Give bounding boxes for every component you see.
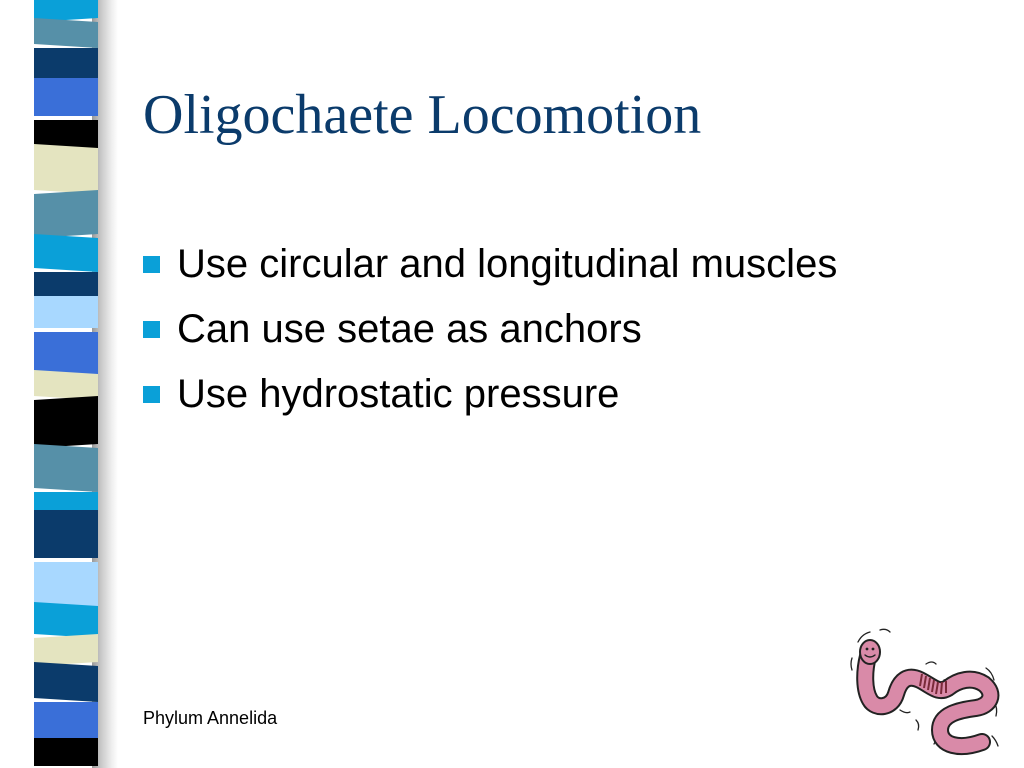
stripe-segment — [34, 48, 98, 82]
square-bullet-icon — [143, 386, 160, 403]
stripe-segment — [34, 602, 98, 638]
stripe-segment — [34, 234, 98, 272]
bullet-text: Can use setae as anchors — [177, 307, 642, 351]
stripe-bar — [34, 0, 98, 768]
stripe-segment — [34, 78, 98, 116]
stripe-segment — [34, 120, 98, 148]
bullet-item — [143, 232, 837, 297]
bullet-list — [143, 232, 837, 427]
stripe-segment — [34, 190, 98, 238]
stripe-segment — [34, 18, 98, 48]
bullet-text: Use circular and longitudinal muscles — [177, 242, 838, 286]
bullet-item — [143, 297, 837, 362]
stripe-segment — [34, 738, 98, 766]
stripe-segment — [34, 702, 98, 742]
stripe-segment — [34, 370, 98, 400]
square-bullet-icon — [143, 321, 160, 338]
bullet-item — [143, 362, 837, 427]
stripe-segment — [34, 332, 98, 374]
stripe-segment — [34, 510, 98, 558]
stripe-segment — [34, 662, 98, 702]
bullet-text: Use hydrostatic pressure — [177, 372, 620, 416]
stripe-segment — [34, 296, 98, 328]
slide-title: Oligochaete Locomotion — [143, 84, 702, 146]
earthworm-icon — [840, 624, 1012, 764]
stripe-segment — [34, 634, 98, 666]
stripe-segment — [34, 272, 98, 300]
stripe-segment — [34, 144, 98, 194]
stripe-segment — [34, 396, 98, 448]
square-bullet-icon — [143, 256, 160, 273]
slide-footer: Phylum Annelida — [143, 708, 278, 728]
stripe-segment — [34, 562, 98, 606]
stripe-segment — [34, 444, 98, 492]
